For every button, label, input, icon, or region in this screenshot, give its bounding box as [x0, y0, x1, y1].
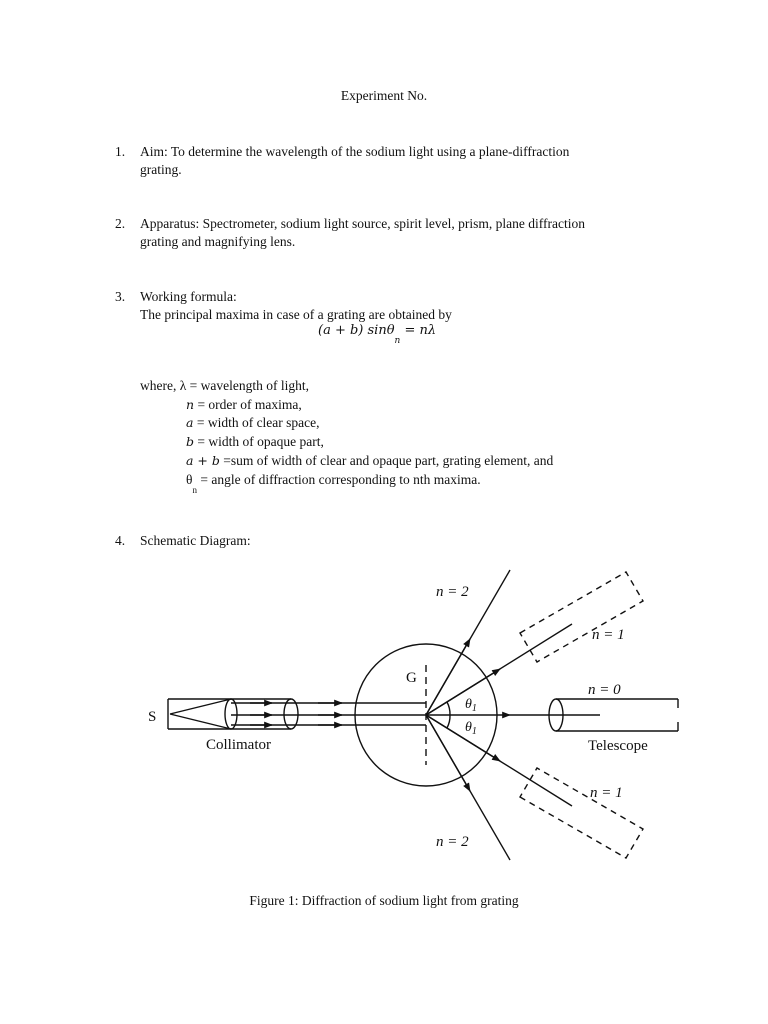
theta-top-subscript: 1: [471, 703, 477, 714]
source-cone-top: [170, 699, 231, 714]
experiment-title: Experiment No.: [340, 88, 428, 103]
definition-ab-symbol: a + b: [186, 453, 220, 468]
section-1-number: 1.: [115, 144, 126, 159]
definition-a-text: = width of clear space,: [196, 415, 320, 430]
definition-lambda-text: = wavelength of light,: [189, 378, 309, 393]
order-label-bottom-1: n = 1: [590, 785, 623, 801]
aim-line-2: grating.: [140, 162, 182, 177]
theta-arc-top: [447, 702, 450, 715]
apparatus-line-2: grating and magnifying lens.: [140, 234, 296, 249]
order-label-top-1: n = 1: [592, 627, 625, 643]
definition-n-text: = order of maxima,: [197, 397, 302, 412]
definition-lambda-symbol: λ: [179, 378, 187, 393]
source-label: S: [148, 709, 157, 725]
formula-heading: Working formula:: [140, 289, 237, 304]
theta-bottom-subscript: 1: [471, 726, 477, 737]
grating-label: G: [406, 670, 417, 686]
telescope-label: Telescope: [588, 738, 648, 754]
definition-a-symbol: a: [186, 415, 194, 430]
aim-line-1: Aim: To determine the wavelength of the sodium light using a plane-diffraction: [140, 144, 570, 159]
telescope-outline-top: [520, 572, 643, 662]
theta-bottom-symbol: θ: [465, 720, 472, 735]
definition-theta-symbol: θ: [186, 472, 193, 487]
source-cone-bottom: [170, 714, 231, 729]
theta-top-symbol: θ: [465, 697, 472, 712]
apparatus-line-1: Apparatus: Spectrometer, sodium light source, spirit level, prism, plane diffraction: [140, 216, 585, 231]
figure-caption: Figure 1: Diffraction of sodium light from grating: [249, 893, 519, 908]
order-label-zero: n = 0: [588, 682, 621, 698]
order-label-bottom-2: n = 2: [436, 834, 469, 850]
section-4-schematic-heading: Schematic Diagram:: [140, 533, 251, 548]
collimator-label: Collimator: [206, 737, 271, 753]
order-label-top-2: n = 2: [436, 584, 469, 600]
definition-ab-text: =sum of width of clear and opaque part, grating element, and: [223, 453, 554, 468]
formula-intro: The principal maxima in case of a grating are obtained by: [140, 307, 452, 322]
theta-label-bottom: [465, 720, 477, 737]
theta-label-top: [465, 697, 477, 714]
theta-arc-bottom: [447, 715, 450, 728]
equation-subscript: n: [394, 336, 401, 346]
equation-rhs: = nλ: [404, 323, 437, 338]
definition-b-symbol: b: [186, 434, 195, 449]
definitions-where: where,: [140, 378, 177, 393]
section-2-number: 2.: [115, 216, 126, 231]
telescope-outline-bottom: [520, 768, 643, 858]
section-3-number: 3.: [115, 289, 126, 304]
equation-lhs: (a + b) sinθ: [318, 323, 395, 338]
definition-n-symbol: n: [186, 397, 195, 412]
first-order-arrow-top: [426, 669, 500, 715]
definition-theta-subscript: n: [192, 485, 197, 495]
section-4-number: 4.: [115, 533, 126, 548]
definition-theta-text: = angle of diffraction corresponding to nth maxima.: [200, 472, 481, 487]
definition-b-text: = width of opaque part,: [197, 434, 324, 449]
first-order-arrow-bottom: [426, 715, 500, 761]
